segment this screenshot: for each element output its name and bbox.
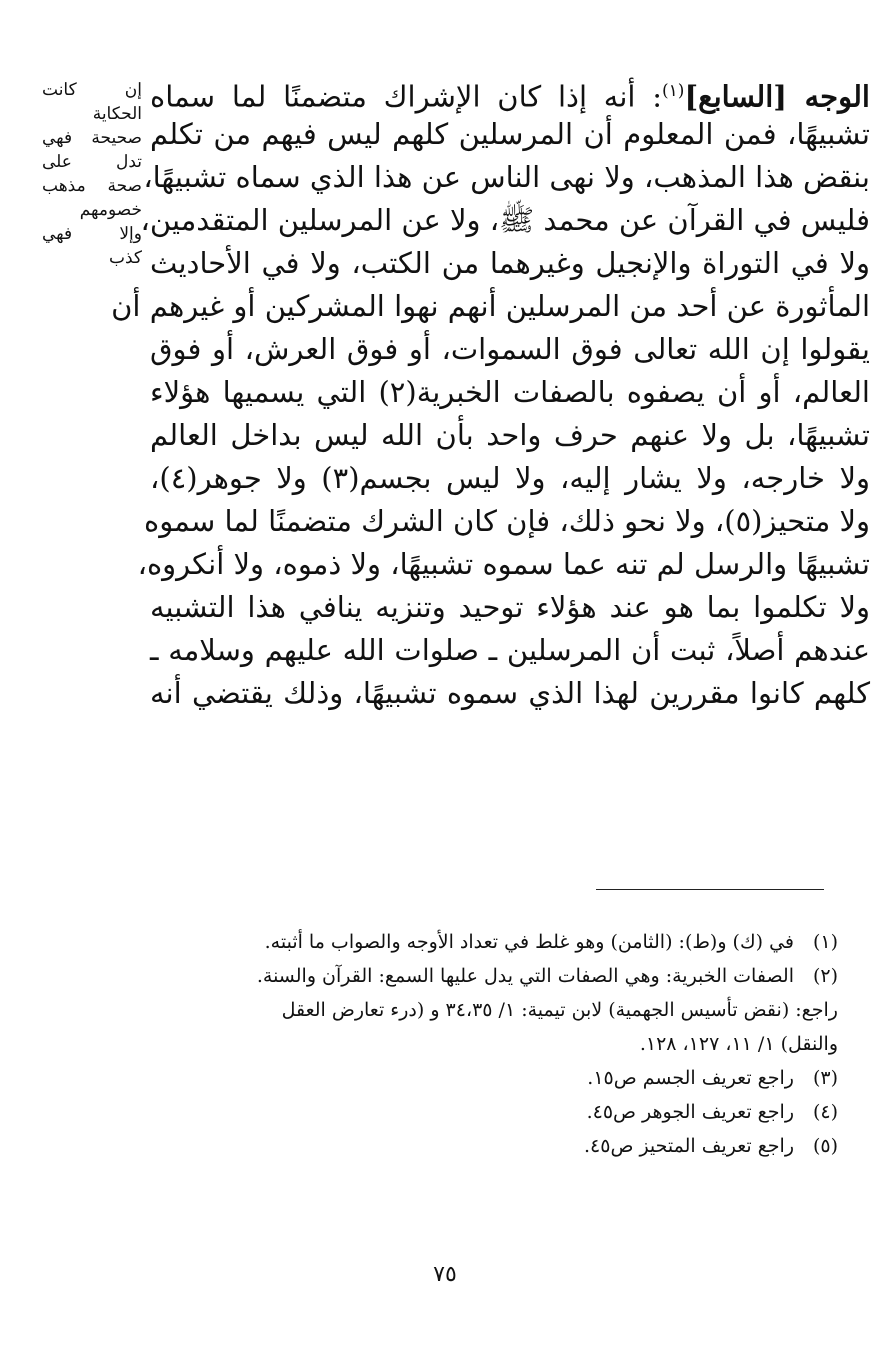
- footnote-ref: (١): [662, 81, 685, 101]
- text-line: ولا متحيز(٥)، ولا نحو ذلك، فإن كان الشرك متضمنًا لما سموه: [144, 504, 870, 538]
- footnote: [150, 1095, 838, 1129]
- footnote-number: (٢): [812, 965, 838, 987]
- margin-note: [42, 78, 142, 270]
- footnote-number: (١): [812, 931, 838, 953]
- text-line: ولا في التوراة والإنجيل وغيرهما من الكتب، ولا في الأحاديث: [150, 246, 870, 280]
- text-fragment: : أنه إذا كان الإشراك متضمنًا لما سماه: [150, 79, 663, 114]
- footnote-number: (٣): [812, 1067, 838, 1089]
- footnote-text: في (ك) و(ط): (الثامن) وهو غلط في تعداد الأوجه والصواب ما أثبته.: [264, 931, 794, 953]
- text-line: ولا خارجه، ولا يشار إليه، ولا ليس بجسم(٣) ولا جوهر(٤)،: [150, 461, 871, 495]
- margin-note-line: كذب: [108, 248, 142, 268]
- footnote-continuation: [150, 993, 838, 1061]
- text-line: المأثورة عن أحد من المرسلين أنهم نهوا المشركين أو غيرهم أن: [111, 289, 870, 323]
- footnote-number: (٥): [812, 1135, 838, 1157]
- footnote-text: راجع تعريف الجوهر ص٤٥.: [586, 1101, 794, 1123]
- footnote: [150, 959, 838, 993]
- footnote: [150, 925, 838, 959]
- margin-note-line: الحكاية: [92, 104, 142, 124]
- text-line: تشبيهًا، فمن المعلوم أن المرسلين كلهم ليس فيهم من تكلم: [150, 117, 870, 151]
- margin-note-line: وإلا فهي: [42, 224, 142, 244]
- text-line: بنقض هذا المذهب، ولا نهى الناس عن هذا الذي سماه تشبيهًا،: [143, 160, 870, 194]
- text-line: [150, 70, 870, 113]
- margin-note-line: خصومهم: [79, 200, 142, 220]
- footnotes: [150, 925, 838, 1163]
- margin-note-line: تدل على: [42, 152, 142, 172]
- margin-note-line: إن كانت: [42, 80, 142, 100]
- text-line: عندهم أصلاً، ثبت أن المرسلين ـ صلوات الله عليهم وسلامه ـ: [150, 633, 870, 667]
- text-line: تشبيهًا، بل ولا عنهم حرف واحد بأن الله ليس بداخل العالم: [150, 418, 870, 452]
- footnote-text: الصفات الخبرية: وهي الصفات التي يدل عليها السمع: القرآن والسنة.: [256, 965, 794, 987]
- page-number: ٧٥: [433, 1262, 457, 1287]
- footnote: [150, 1061, 838, 1095]
- text-line: يقولوا إن الله تعالى فوق السموات، أو فوق العرش، أو فوق: [150, 332, 870, 366]
- text-line: العالم، أو أن يصفوه بالصفات الخبرية(٢) التي يسميها هؤلاء: [150, 375, 870, 409]
- footnote-divider: [596, 889, 824, 890]
- section-heading: الوجه [السابع]: [684, 79, 870, 114]
- footnote-text: راجع: (نقض تأسيس الجهمية) لابن تيمية: ١/ ٣٤،٣٥ و (درء تعارض العقل: [281, 999, 838, 1021]
- footnote-text: راجع تعريف المتحيز ص٤٥.: [583, 1135, 794, 1157]
- text-line: فليس في القرآن عن محمد ﷺ، ولا عن المرسلين المتقدمين،: [140, 203, 870, 237]
- footnote: [150, 1129, 838, 1163]
- text-line: كلهم كانوا مقررين لهذا الذي سموه تشبيهًا، وذلك يقتضي أنه: [150, 676, 870, 710]
- footnote-number: (٤): [812, 1101, 838, 1123]
- margin-note-line: صحة مذهب: [42, 176, 142, 196]
- margin-note-line: صحيحة فهي: [42, 128, 142, 148]
- text-line: ولا تكلموا بما هو عند هؤلاء توحيد وتنزيه ينافي هذا التشبيه: [150, 590, 870, 624]
- footnote-text: والنقل) ١/ ١١، ١٢٧، ١٢٨.: [639, 1033, 838, 1055]
- text-line: تشبيهًا والرسل لم تنه عما سموه تشبيهًا، ولا ذموه، ولا أنكروه،: [137, 547, 870, 581]
- footnote-text: راجع تعريف الجسم ص١٥.: [587, 1067, 794, 1089]
